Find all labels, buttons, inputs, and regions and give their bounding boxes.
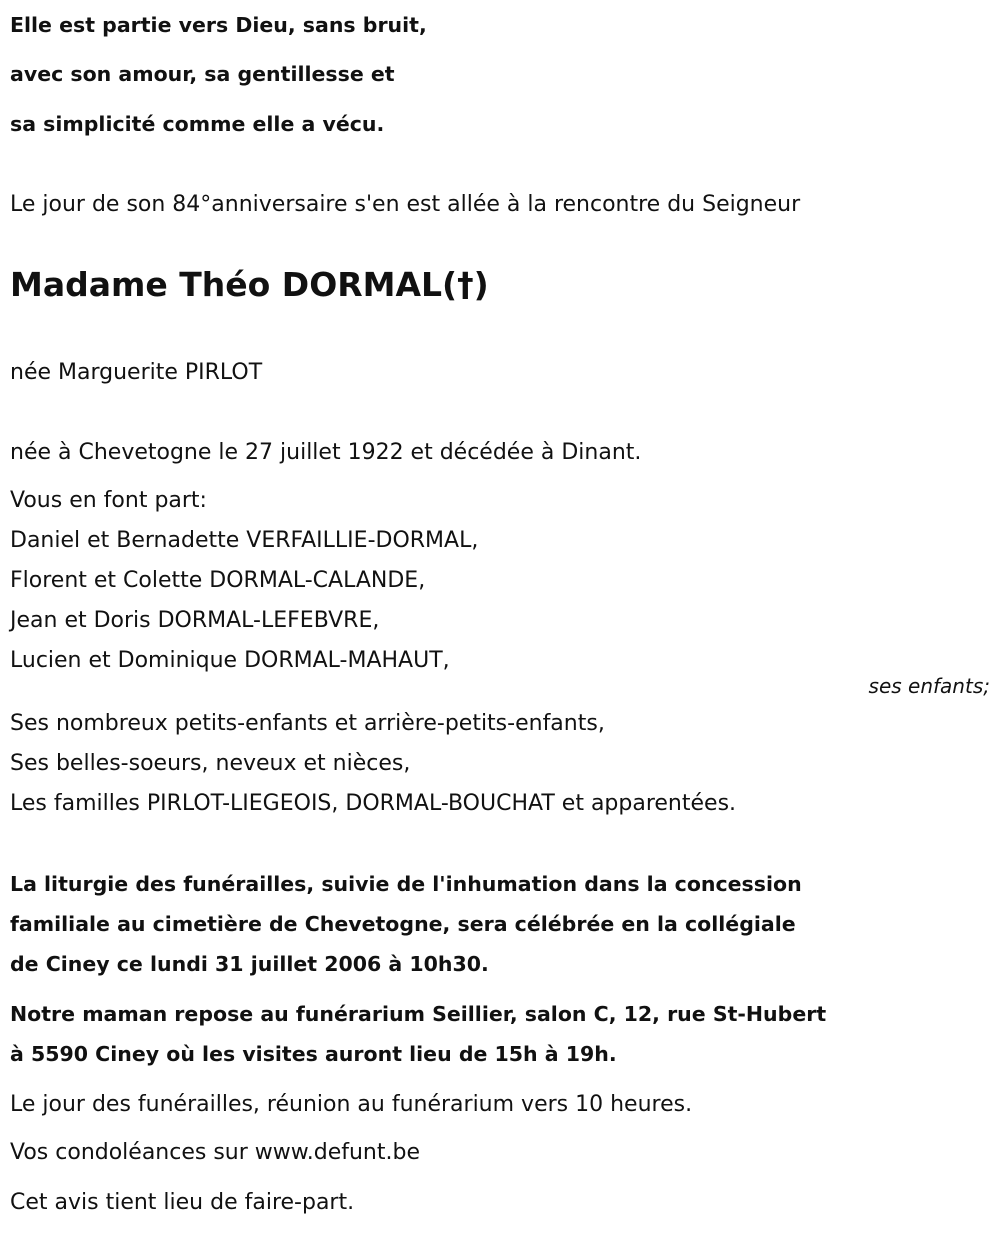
child-line: Lucien et Dominique DORMAL-MAHAUT, bbox=[10, 648, 450, 673]
announcers-intro: Vous en font part: bbox=[10, 488, 207, 513]
liturgy-line: de Ciney ce lundi 31 juillet 2006 à 10h30. bbox=[10, 952, 489, 976]
maiden-name: née Marguerite PIRLOT bbox=[10, 360, 263, 385]
intro-text: Le jour de son 84°anniversaire s'en est allée à la rencontre du Seigneur bbox=[10, 192, 801, 217]
verse-line: Elle est partie vers Dieu, sans bruit, bbox=[10, 13, 427, 37]
verse-line: sa simplicité comme elle a vécu. bbox=[10, 112, 385, 136]
birth-death: née à Chevetogne le 27 juillet 1922 et décédée à Dinant. bbox=[10, 440, 642, 465]
child-line: Jean et Doris DORMAL-LEFEBVRE, bbox=[10, 608, 380, 633]
deceased-name: Madame Théo DORMAL(†) bbox=[10, 265, 489, 304]
family-line: Les familles PIRLOT-LIEGEOIS, DORMAL-BOUCHAT et apparentées. bbox=[10, 791, 737, 816]
family-line: Ses belles-soeurs, neveux et nièces, bbox=[10, 751, 411, 776]
meeting-text: Le jour des funérailles, réunion au funérarium vers 10 heures. bbox=[10, 1092, 693, 1117]
condolences-text: Vos condoléances sur www.defunt.be bbox=[10, 1140, 420, 1165]
children-label: ses enfants; bbox=[868, 674, 990, 698]
verse-line: avec son amour, sa gentillesse et bbox=[10, 62, 395, 86]
liturgy-line: familiale au cimetière de Chevetogne, sera célébrée en la collégiale bbox=[10, 912, 796, 936]
child-line: Daniel et Bernadette VERFAILLIE-DORMAL, bbox=[10, 528, 479, 553]
child-line: Florent et Colette DORMAL-CALANDE, bbox=[10, 568, 426, 593]
rest-line: à 5590 Ciney où les visites auront lieu de 15h à 19h. bbox=[10, 1042, 617, 1066]
family-line: Ses nombreux petits-enfants et arrière-petits-enfants, bbox=[10, 711, 605, 736]
closing-text: Cet avis tient lieu de faire-part. bbox=[10, 1190, 355, 1215]
rest-line: Notre maman repose au funérarium Seillier, salon C, 12, rue St-Hubert bbox=[10, 1002, 827, 1026]
liturgy-line: La liturgie des funérailles, suivie de l'inhumation dans la concession bbox=[10, 872, 802, 896]
